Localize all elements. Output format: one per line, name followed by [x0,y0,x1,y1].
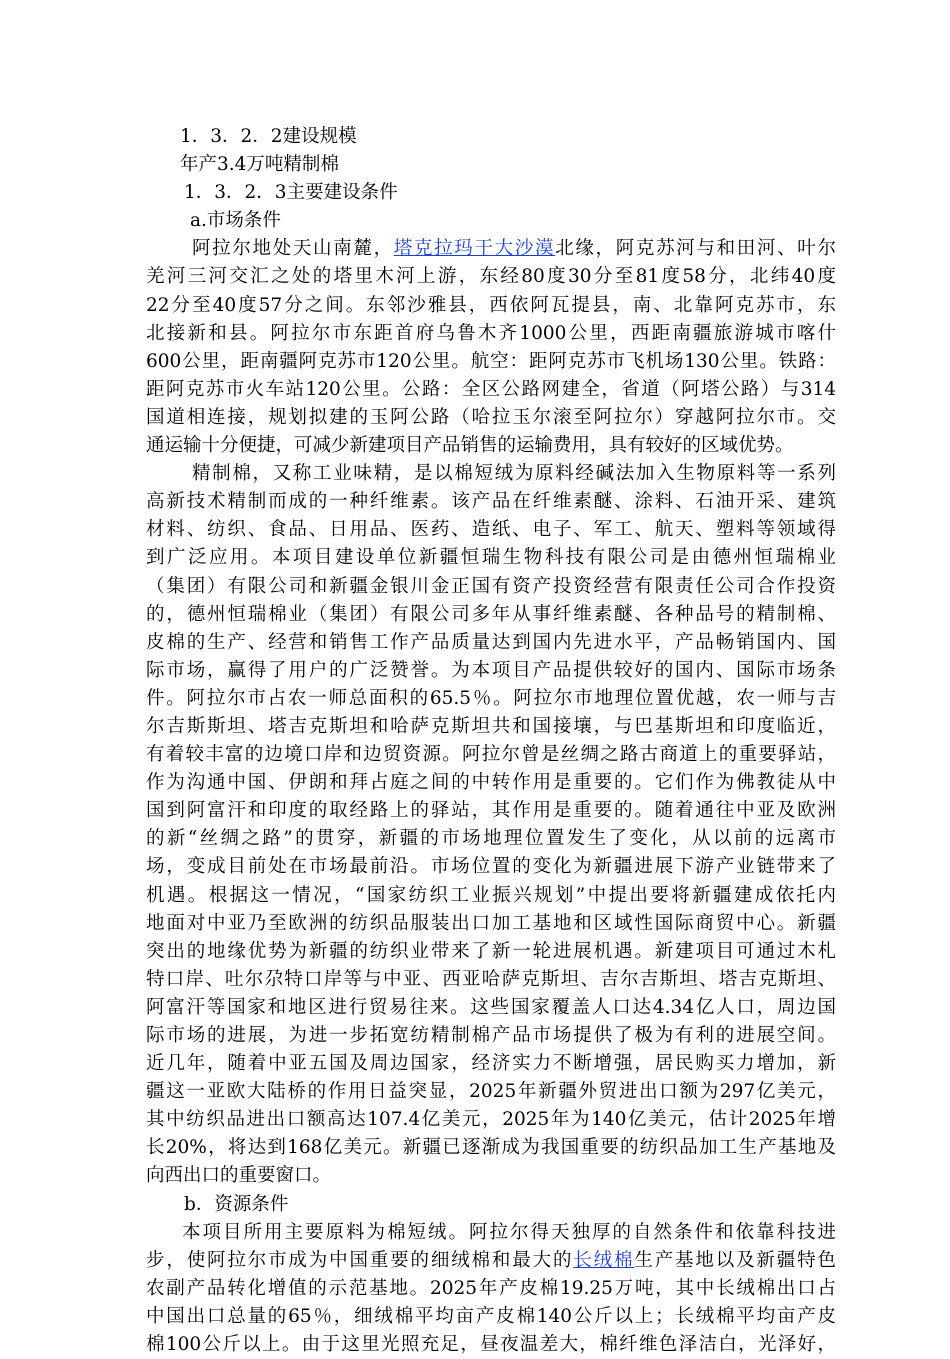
paragraph-line: 机遇。根据这一情况，“国家纺织工业振兴规划”中提出要将新疆建成依托内 [146,884,836,906]
paragraph-line: 际市场，赢得了用户的广泛赞誉。为本项目产品提供较好的国内、国际市场条 [146,659,836,681]
paragraph-line: 的，德州恒瑞棉业（集团）有限公司多年从事纤维素醚、各种品号的精制棉、 [146,603,836,625]
paragraph-line: 到广泛应用。本项目建设单位新疆恒瑞生物科技有限公司是由德州恒瑞棉业 [146,547,836,569]
paragraph-line: 北接新和县。阿拉尔市东距首府乌鲁木齐1000公里，西距南疆旅游城市喀什 [146,322,836,344]
pre-link-text: 阿拉尔地处天山南麓， [192,238,394,260]
paragraph-line: 近几年，随着中亚五国及周边国家，经济实力不断增强，居民购买力增加，新 [146,1053,836,1075]
paragraph-line: 地面对中亚乃至欧洲的纺织品服装出口加工基地和区域性国际商贸中心。新疆 [146,912,836,934]
paragraph-line: 有着较丰富的边境口岸和边贸资源。阿拉尔曾是丝绸之路古商道上的重要驿站， [146,744,836,766]
paragraph-line: 材料、纺织、食品、日用品、医药、造纸、电子、军工、航天、塑料等领域得 [146,519,836,541]
paragraph-line: 精制棉，又称工业味精，是以棉短绒为原料经碱法加入生物原料等一系列 [192,463,836,485]
paragraph-line: 羌河三河交汇之处的塔里木河上游，东经80度30分至81度58分，北纬40度 [146,266,836,288]
paragraph-line: 疆这一亚欧大陆桥的作用日益突显，2025年新疆外贸进出口额为297亿美元， [146,1081,836,1103]
section-heading: 年产3.4万吨精制棉 [180,154,339,176]
paragraph-line: 皮棉的生产、经营和销售工作产品质量达到国内先进水平，产品畅销国内、国 [146,631,836,653]
paragraph-line [146,235,836,263]
paragraph-line: 中国出口总量的65％，细绒棉平均亩产皮棉140公斤以上；长绒棉平均亩产皮 [146,1305,836,1327]
paragraph-line: 尔吉斯斯坦、塔吉克斯坦和哈萨克斯坦共和国接壤，与巴基斯坦和印度临近， [146,715,836,737]
paragraph-line: 场，变成目前处在市场最前沿。市场位置的变化为新疆进展下游产业链带来了 [146,856,836,878]
paragraph-line: （集团）有限公司和新疆金银川金正国有资产投资经营有限责任公司合作投资 [146,575,836,597]
paragraph-line: 国道相连接，规划拟建的玉阿公路（哈拉玉尔滚至阿拉尔）穿越阿拉尔市。交 [146,406,836,428]
paragraph-line: 通运输十分便捷，可减少新建项目产品销售的运输费用，具有较好的区域优势。 [146,435,794,457]
paragraph-line [146,1247,836,1275]
inline-link[interactable]: 长绒棉 [573,1249,635,1271]
paragraph-line: 件。阿拉尔市占农一师总面积的65.5％。阿拉尔市地理位置优越，农一师与吉 [146,687,836,709]
paragraph-line: 阿富汗等国家和地区进行贸易往来。这些国家覆盖人口达4.34亿人口，周边国 [146,996,836,1018]
paragraph-line: 600公里，距南疆阿克苏市120公里。航空：距阿克苏市飞机场130公里。铁路： [146,350,836,372]
paragraph-line: 农副产品转化增值的示范基地。2025年产皮棉19.25万吨，其中长绒棉出口占 [146,1277,836,1299]
paragraph-line: 向西出口的重要窗口。 [146,1165,332,1187]
paragraph-line: 其中纺织品进出口额高达107.4亿美元，2025年为140亿美元，估计2025年增 [146,1109,836,1131]
paragraph-line: 突出的地缘优势为新疆的纺织业带来了新一轮进展机遇。新建项目可通过木札 [146,940,836,962]
document-page [146,123,836,1359]
paragraph-line: 距阿克苏市火车站120公里。公路：全区公路网建全，省道（阿塔公路）与314 [146,378,836,400]
post-link-text: 生产基地以及新疆特色 [634,1249,836,1271]
paragraph-line: 际市场的进展，为进一步拓宽纺精制棉产品市场提供了极为有利的进展空间。 [146,1025,836,1046]
inline-link[interactable]: 塔克拉玛干大沙漠 [393,238,556,260]
section-heading: b．资源条件 [184,1193,289,1215]
section-heading: a.市场条件 [190,210,281,232]
paragraph-line: 本项目所用主要原料为棉短绒。阿拉尔得天独厚的自然条件和依靠科技进 [182,1221,836,1243]
paragraph-line: 棉100公斤以上。由于这里光照充足，昼夜温差大，棉纤维色泽洁白，光泽好， [146,1334,836,1356]
paragraph-line: 高新技术精制而成的一种纤维素。该产品在纤维素醚、涂料、石油开采、建筑 [146,491,836,513]
paragraph-line: 特口岸、吐尔尕特口岸等与中亚、西亚哈萨克斯坦、吉尔吉斯坦、塔吉克斯坦、 [146,968,836,990]
paragraph-line: 22分至40度57分之间。东邻沙雅县，西依阿瓦提县，南、北靠阿克苏市，东 [146,294,836,316]
pre-link-text: 步，使阿拉尔市成为中国重要的细绒棉和最大的 [146,1249,574,1271]
paragraph-line: 长20%，将达到168亿美元。新疆已逐渐成为我国重要的纺织品加工生产基地及 [146,1137,836,1159]
section-heading: 1．3．2．3主要建设条件 [184,182,398,204]
post-link-text: 北缘，阿克苏河与和田河、叶尔 [555,238,836,260]
paragraph-line: 的新“丝绸之路”的贯穿，新疆的市场地理位置发生了变化，从以前的远离市 [146,828,836,850]
paragraph-line: 作为沟通中国、伊朗和拜占庭之间的中转作用是重要的。它们作为佛教徒从中 [146,772,836,794]
paragraph-line: 国到阿富汗和印度的取经路上的驿站，其作用是重要的。随着通往中亚及欧洲 [146,800,836,822]
section-heading: 1．3．2．2建设规模 [180,126,357,147]
